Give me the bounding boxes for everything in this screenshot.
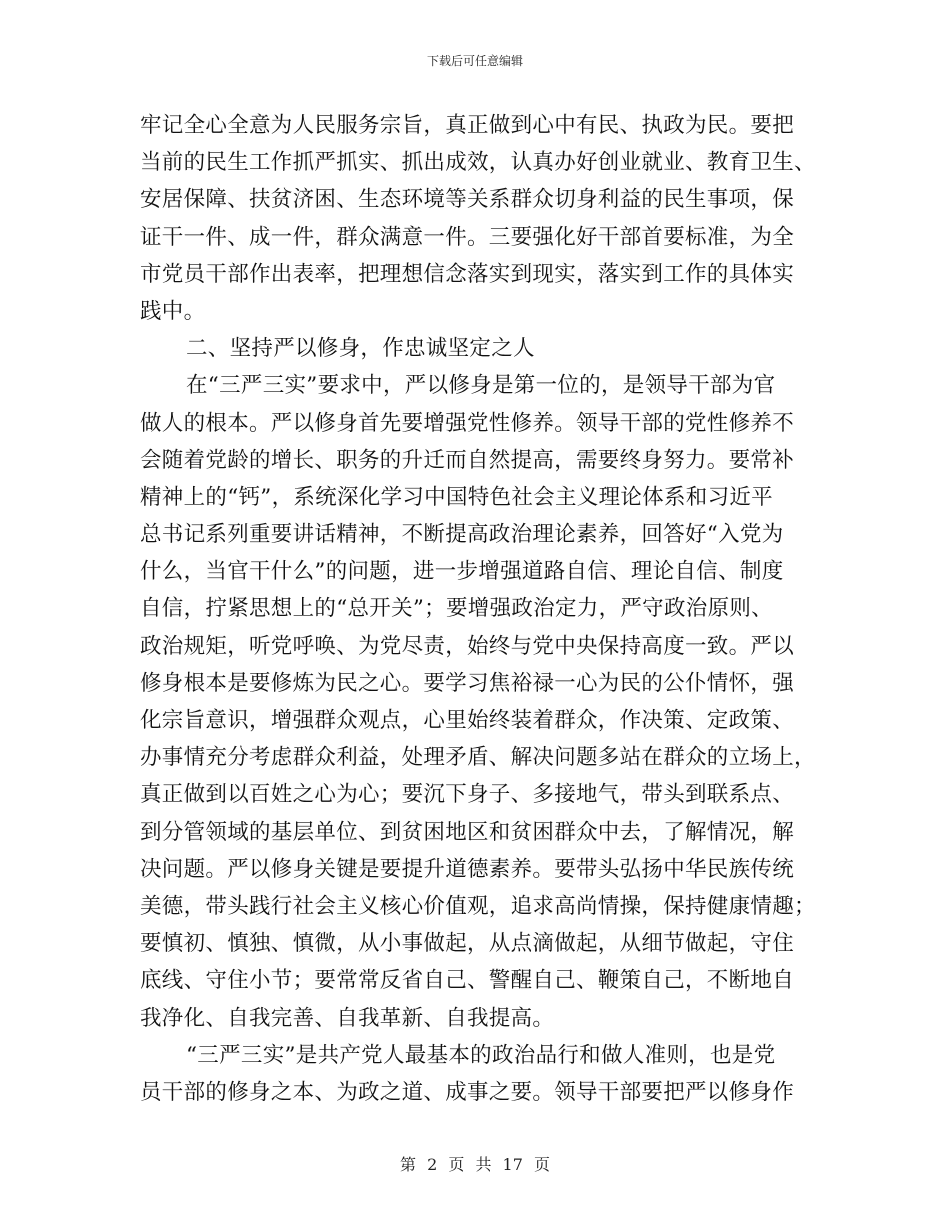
text-line: 精神上的“钙”，系统深化学习中国特色社会主义理论体系和习近平 <box>140 484 773 510</box>
text-line: 市党员干部作出表率，把理想信念落实到现实，落实到工作的具体实 <box>140 261 795 287</box>
text-line: 当前的民生工作抓严抓实、抓出成效，认真办好创业就业、教育卫生、 <box>140 150 816 176</box>
text-line: 底线、守住小节；要常常反省自己、警醒自己、鞭策自己，不断地自 <box>140 968 795 994</box>
text-line: 化宗旨意识，增强群众观点，心里始终装着群众，作决策、定政策、 <box>140 708 795 733</box>
text-line: 政治规矩，听党呼唤、为党尽责，始终与党中央保持高度一致。严以 <box>140 633 795 659</box>
text-line: 做人的根本。严以修身首先要增强党性修养。领导干部的党性修养不 <box>140 410 795 436</box>
text-line: “三严三实”是共产党人最基本的政治品行和做人准则，也是党 <box>186 1042 776 1068</box>
text-line: 证干一件、成一件，群众满意一件。三要强化好干部首要标准，为全 <box>140 224 795 250</box>
text-line: 什么，当官干什么”的问题，进一步增强道路自信、理论自信、制度 <box>140 559 784 585</box>
text-line: 牢记全心全意为人民服务宗旨，真正做到心中有民、执政为民。要把 <box>140 113 795 138</box>
text-line: 安居保障、扶贫济困、生态环境等关系群众切身利益的民生事项，保 <box>140 187 795 213</box>
text-line: 办事情充分考虑群众利益，处理矛盾、解决问题多站在群众的立场上， <box>140 745 816 771</box>
text-line: 到分管领域的基层单位、到贫困地区和贫困群众中去，了解情况，解 <box>140 819 795 845</box>
text-line: 会随着党龄的增长、职务的升迁而自然提高，需要终身努力。要常补 <box>140 447 795 473</box>
document-body <box>140 107 815 1111</box>
page-number-footer: 第 2 页 共 17 页 <box>400 1155 550 1174</box>
text-line: 要慎初、慎独、慎微，从小事做起，从点滴做起，从细节做起，守住 <box>140 931 795 957</box>
section-heading: 二、坚持严以修身，作忠诚坚定之人 <box>186 336 535 362</box>
page-header: 下载后可任意编辑 <box>426 54 523 68</box>
text-line: 美德，带头践行社会主义核心价值观，追求高尚情操，保持健康情趣； <box>140 893 816 919</box>
text-line: 真正做到以百姓之心为心；要沉下身子、多接地气，带头到联系点、 <box>140 782 795 808</box>
text-line: 我净化、自我完善、自我革新、自我提高。 <box>140 1005 555 1031</box>
text-line: 员干部的修身之本、为政之道、成事之要。领导干部要把严以修身作 <box>140 1079 795 1105</box>
text-line: 践中。 <box>140 298 206 324</box>
text-line: 总书记系列重要讲话精神，不断提高政治理论素养，回答好“入党为 <box>140 522 784 548</box>
text-line: 修身根本是要修炼为民之心。要学习焦裕禄一心为民的公仆情怀，强 <box>140 670 795 696</box>
text-line: 在“三严三实”要求中，严以修身是第一位的，是领导干部为官 <box>186 373 776 399</box>
text-line: 决问题。严以修身关键是要提升道德素养。要带头弘扬中华民族传统 <box>140 856 795 882</box>
text-line: 自信，拧紧思想上的“总开关”；要增强政治定力，严守政治原则、 <box>140 596 773 622</box>
